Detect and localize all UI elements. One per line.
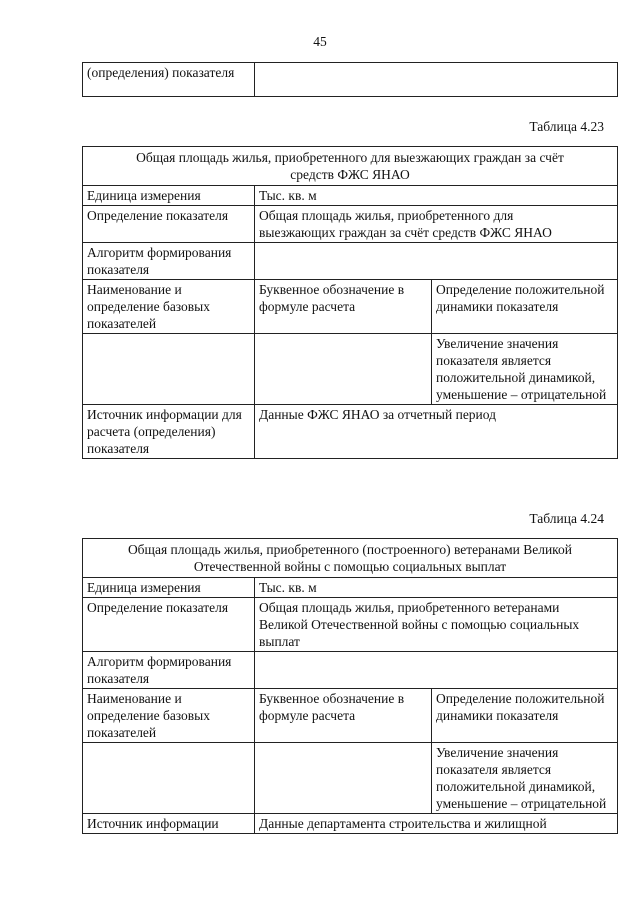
table-row [83, 206, 618, 243]
definition-label: Определение показателя [83, 206, 255, 243]
table-row [83, 186, 618, 206]
table-title: Общая площадь жилья, приобретенного для выезжающих граждан за счёт средств ФЖС ЯНАО [83, 147, 618, 186]
page-number: 45 [313, 34, 327, 49]
positive-dynamics-value: Увеличение значения показателя является положительной динамикой, уменьшение – отрицательной [432, 743, 618, 814]
table-row [83, 578, 618, 598]
algorithm-label: Алгоритм формирования показателя [83, 243, 255, 280]
empty-cell [255, 743, 432, 814]
unit-value: Тыс. кв. м [255, 578, 618, 598]
source-label-continued: (определения) показателя [83, 63, 255, 97]
table-4-23 [82, 146, 618, 459]
previous-table-fragment [82, 62, 618, 97]
source-label: Источник информации для расчета (определения) показателя [83, 405, 255, 459]
table-row [83, 280, 618, 334]
table-4-24 [82, 538, 618, 834]
table-row [83, 689, 618, 743]
unit-label: Единица измерения [83, 578, 255, 598]
empty-cell [83, 334, 255, 405]
table-caption-4-24: Таблица 4.24 [529, 511, 604, 526]
table-title-row [83, 539, 618, 578]
source-value: Данные ФЖС ЯНАО за отчетный период [255, 405, 618, 459]
algorithm-value [255, 243, 618, 280]
table-row [83, 63, 618, 97]
table-row [83, 743, 618, 814]
source-value: Данные департамента строительства и жилищной [255, 814, 618, 834]
algorithm-value [255, 652, 618, 689]
unit-value: Тыс. кв. м [255, 186, 618, 206]
table-row [83, 598, 618, 652]
positive-dynamics-label: Определение положительной динамики показателя [432, 689, 618, 743]
table-row [83, 652, 618, 689]
base-indicators-label: Наименование и определение базовых показателей [83, 689, 255, 743]
definition-label: Определение показателя [83, 598, 255, 652]
base-indicators-label: Наименование и определение базовых показателей [83, 280, 255, 334]
table-row [83, 243, 618, 280]
unit-label: Единица измерения [83, 186, 255, 206]
positive-dynamics-value: Увеличение значения показателя является положительной динамикой, уменьшение – отрицательной [432, 334, 618, 405]
source-label: Источник информации [83, 814, 255, 834]
table-row [83, 814, 618, 834]
letter-designation-label: Буквенное обозначение в формуле расчета [255, 689, 432, 743]
empty-cell [255, 63, 618, 97]
algorithm-label: Алгоритм формирования показателя [83, 652, 255, 689]
definition-value: Общая площадь жилья, приобретенного ветеранами Великой Отечественной войны с помощью социальных выплат [255, 598, 618, 652]
empty-cell [255, 334, 432, 405]
table-row [83, 405, 618, 459]
table-title: Общая площадь жилья, приобретенного (построенного) ветеранами Великой Отечественной войны с помощью социальных выплат [83, 539, 618, 578]
table-caption-4-23: Таблица 4.23 [529, 119, 604, 134]
letter-designation-label: Буквенное обозначение в формуле расчета [255, 280, 432, 334]
positive-dynamics-label: Определение положительной динамики показателя [432, 280, 618, 334]
table-row [83, 334, 618, 405]
empty-cell [83, 743, 255, 814]
table-title-row [83, 147, 618, 186]
definition-value: Общая площадь жилья, приобретенного для выезжающих граждан за счёт средств ФЖС ЯНАО [255, 206, 618, 243]
